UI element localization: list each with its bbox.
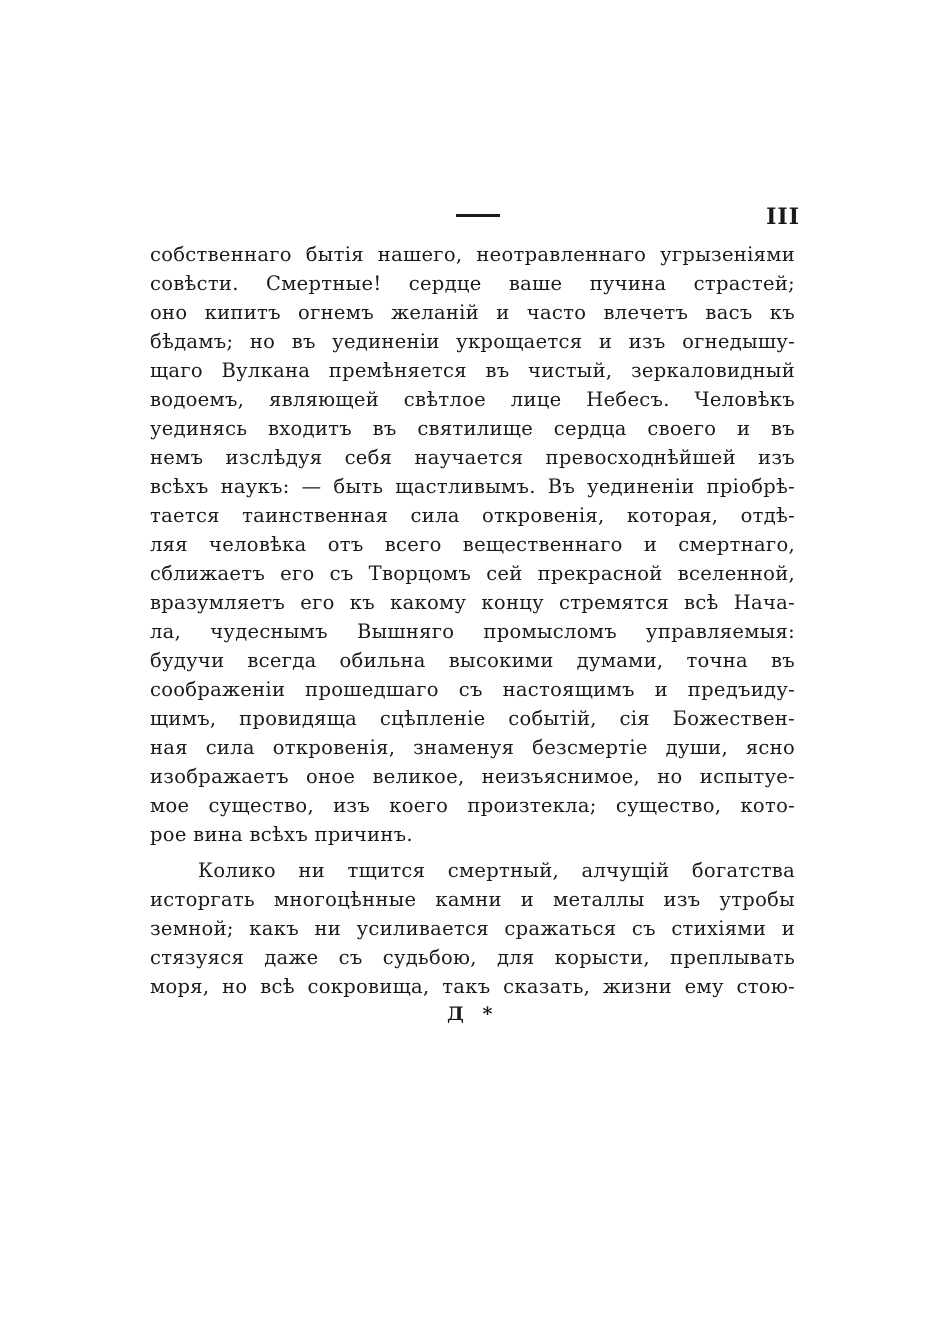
paragraph-1 (150, 240, 795, 849)
text-line: моря, но всѣ сокровища, такъ сказать, жизни ему стою- (150, 975, 795, 998)
text-line: ляя человѣка отъ всего вещественнаго и смертнаго, (150, 533, 795, 556)
text-line: всѣхъ наукъ: — быть щастливымъ. Въ уединеніи пріобрѣ- (150, 475, 795, 498)
text-line: оно кипитъ огнемъ желаній и часто влечетъ васъ къ (150, 301, 795, 324)
text-line: ная сила откровенія, знаменуя безсмертіе души, ясно (150, 736, 795, 759)
text-line: уединясь входитъ въ святилище сердца своего и въ (150, 417, 795, 440)
paragraph-2 (150, 856, 795, 1001)
text-line: бѣдамъ; но въ уединеніи укрощается и изъ огнедышу- (150, 330, 795, 353)
text-line: изображаетъ оное великое, неизъяснимое, но испытуе- (150, 765, 795, 788)
text-line: рое вина всѣхъ причинъ. (150, 823, 413, 846)
text-line: соображеніи прошедшаго съ настоящимъ и предъиду- (150, 678, 795, 701)
text-line: щимъ, провидяща сцѣпленіе событій, сія Божествен- (150, 707, 795, 730)
text-line: мое существо, изъ коего произтекла; существо, кото- (150, 794, 795, 817)
text-line: водоемъ, являющей свѣтлое лице Небесъ. Человѣкъ (150, 388, 795, 411)
signature-mark: Д * (447, 1003, 499, 1025)
header-dash-ornament (456, 214, 500, 217)
body-text (150, 240, 795, 1001)
text-line: стязуяся даже съ судьбою, для корысти, преплывать (150, 946, 795, 969)
text-line: щаго Вулкана премѣняется въ чистый, зеркаловидный (150, 359, 795, 382)
page-number: III (766, 204, 800, 230)
text-line: собственнаго бытія нашего, неотравленнаго угрызеніями (150, 243, 795, 266)
text-line: вразумляетъ его къ какому концу стремятся всѣ Нача- (150, 591, 795, 614)
text-line: ла, чудеснымъ Вышняго промысломъ управляемыя: (150, 620, 795, 643)
text-line: исторгать многоцѣнные камни и металлы изъ утробы (150, 888, 795, 911)
paragraph-gap (150, 849, 795, 856)
text-line: сближаетъ его съ Творцомъ сей прекрасной вселенной, (150, 562, 795, 585)
text-line: тается таинственная сила откровенія, которая, отдѣ- (150, 504, 795, 527)
text-line: земной; какъ ни усиливается сражаться съ стихіями и (150, 917, 795, 940)
text-line: совѣсти. Смертные! сердце ваше пучина страстей; (150, 272, 795, 295)
text-line: немъ изслѣдуя себя научается превосходнѣйшей изъ (150, 446, 795, 469)
text-line: Колико ни тщится смертный, алчущій богатства (198, 859, 795, 882)
text-line: будучи всегда обильна высокими думами, точна въ (150, 649, 795, 672)
page-header (150, 204, 800, 234)
